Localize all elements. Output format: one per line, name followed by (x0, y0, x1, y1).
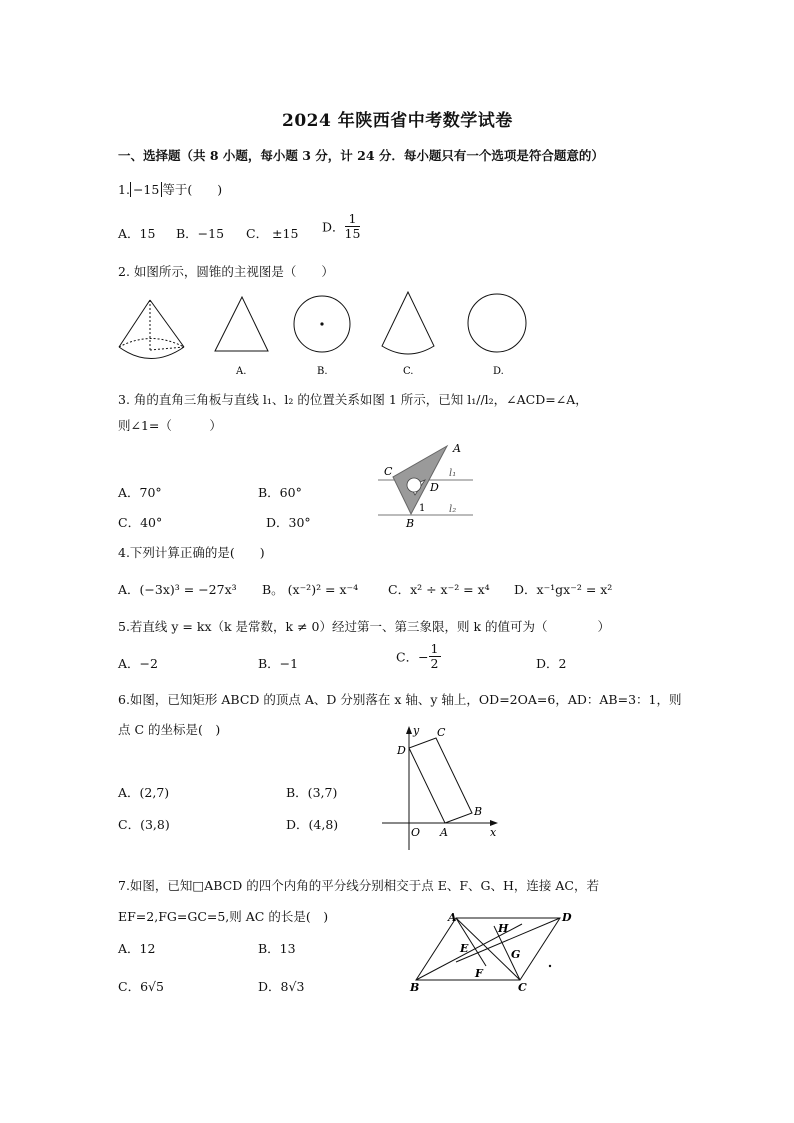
figure-label-a: A. (236, 366, 247, 377)
q4-option-a: A．(−3x)³ = −27x³ (118, 582, 237, 597)
question-6-stem-line2: 点 C 的坐标是( ) (118, 722, 221, 737)
label-a: A (448, 911, 457, 924)
label-o: O (411, 826, 421, 839)
figure-label-d: D. (493, 366, 504, 377)
q1-option-a: A．15 (118, 226, 156, 241)
q7-option-b: B．13 (258, 941, 296, 956)
figure-label-c: C. (403, 366, 414, 377)
question-3-stem-line1: 3. 角的直角三角板与直线 l₁、l₂ 的位置关系如图 1 所示，已知 l₁//l₂，∠ACD=∠A， (118, 392, 588, 407)
label-c: C (384, 465, 393, 478)
question-4-stem: 4.下列计算正确的是( ) (118, 545, 265, 560)
label-e: E (460, 942, 469, 955)
q6-option-b: B．(3,7) (286, 785, 338, 800)
label-f: F (475, 967, 483, 980)
page-title: 2024 年陕西省中考数学试卷 (282, 111, 513, 131)
question-6-stem-line1: 6.如图，已知矩形 ABCD 的顶点 A、D 分别落在 x 轴、y 轴上，OD=2OA=6，AD：AB=3：1，则 (118, 692, 682, 707)
q5-option-b: B．−1 (258, 656, 299, 671)
q5-c-label: C．− (396, 649, 429, 665)
q4-option-b: B。 (x⁻²)² = x⁻⁴ (262, 582, 359, 597)
q5-option-d: D．2 (536, 656, 567, 671)
q3-option-b: B．60° (258, 485, 302, 500)
q7-option-c: C．6√5 (118, 979, 164, 994)
label-d: D (430, 481, 439, 494)
label-y: y (413, 724, 420, 737)
q7-option-d: D．8√3 (258, 979, 305, 994)
q3-option-a: A．70° (118, 485, 162, 500)
fraction-denominator: 2 (430, 655, 439, 671)
label-l2: l₂ (449, 504, 457, 515)
label-angle-1: 1 (419, 503, 426, 514)
label-a: A (440, 826, 448, 839)
stray-dot (549, 965, 551, 967)
label-c: C (518, 981, 527, 994)
label-h: H (498, 922, 509, 935)
abs-value: −15 (130, 182, 162, 197)
label-b: B (406, 517, 415, 530)
label-d: D (397, 744, 406, 757)
figure-label-b: B. (317, 366, 328, 377)
q1-option-b: B．−15 (176, 226, 225, 241)
question-7-stem-line2: EF=2,FG=GC=5,则 AC 的长是( ) (118, 909, 329, 924)
q4-option-d: D．x⁻¹gx⁻² = x² (514, 582, 613, 597)
q3-option-c: C．40° (118, 515, 163, 530)
q6-option-c: C．(3,8) (118, 817, 170, 832)
label-a: A (453, 442, 461, 455)
q3-option-d: D．30° (266, 515, 311, 530)
fraction-numerator: 1 (430, 641, 439, 656)
q1-d-label: D． (322, 219, 345, 235)
fraction-denominator: 15 (344, 225, 361, 241)
q6-option-a: A．(2,7) (118, 785, 170, 800)
section-heading: 一、选择题（共 8 小题，每小题 3 分，计 24 分．每小题只有一个选项是符合题意的） (118, 148, 604, 163)
q7-option-a: A．12 (118, 941, 156, 956)
question-5-stem: 5.若直线 y = kx（k 是常数，k ≠ 0）经过第一、第三象限，则 k 的值可为（ ） (118, 619, 611, 634)
label-c: C (437, 726, 446, 739)
label-l1: l₁ (449, 468, 457, 479)
label-d: D (562, 911, 572, 924)
q1-suffix: 等于( ) (162, 182, 223, 197)
q6-option-d: D．(4,8) (286, 817, 339, 832)
label-b: B (474, 805, 483, 818)
q4-option-c: C．x² ÷ x⁻² = x⁴ (388, 582, 490, 597)
question-3-stem-line2: 则∠1=（ ） (118, 418, 222, 433)
question-2-stem: 2. 如图所示，圆锥的主视图是（ ） (118, 264, 334, 279)
label-g: G (511, 948, 521, 961)
question-7-stem-line1: 7.如图，已知□ABCD 的四个内角的平分线分别相交于点 E、F、G、H，连接 AC，若 (118, 878, 599, 893)
label-b: B (410, 981, 420, 994)
q1-number: 1. (118, 182, 130, 197)
fraction-numerator: 1 (345, 212, 361, 227)
q5-option-a: A．−2 (118, 656, 158, 671)
q1-option-c: C． ±15 (246, 226, 299, 241)
label-x: x (490, 826, 497, 839)
